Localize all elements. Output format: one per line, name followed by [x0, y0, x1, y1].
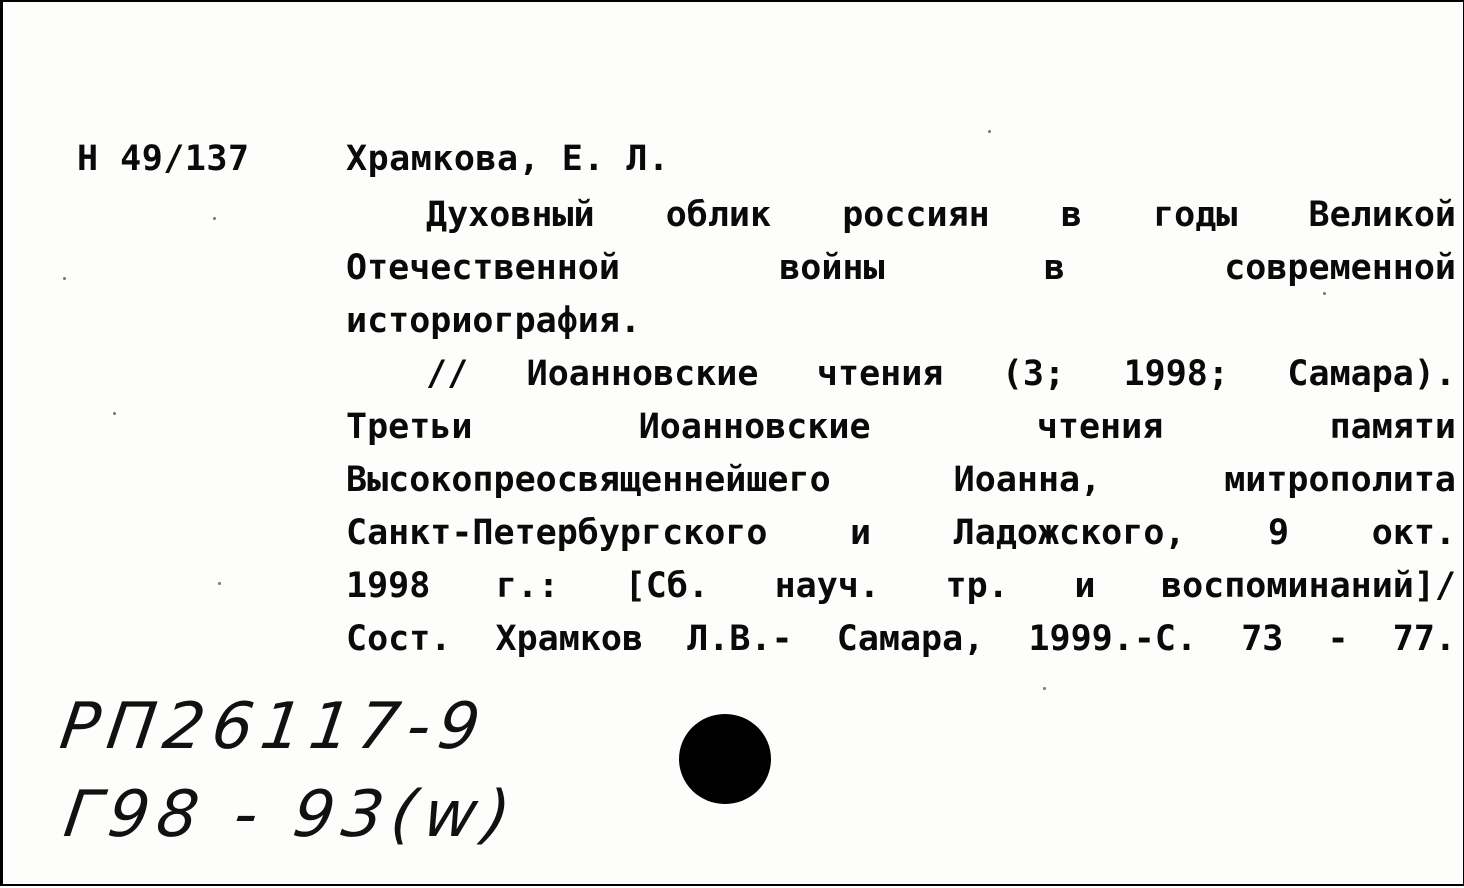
handwritten-call-number: РП26117-9 [55, 690, 493, 764]
title-line-3: историография. [346, 301, 642, 341]
source-line-5: 1998 г.: [Сб. науч. тр. и воспоминаний]/ [346, 566, 1456, 606]
dust-speck [63, 277, 66, 280]
title-line-1: Духовный облик россиян в годы Великой [426, 195, 1456, 235]
handwritten-classification: Г98 - 93(w) [59, 778, 523, 852]
title-line-2: Отечественной войны в современной [346, 248, 1456, 288]
source-line-1: // Иоанновские чтения (3; 1998; Самара). [426, 354, 1456, 394]
punch-hole [679, 714, 771, 804]
source-line-4: Санкт-Петербургского и Ладожского, 9 окт. [346, 513, 1456, 553]
dust-speck [1043, 687, 1046, 690]
dust-speck [988, 130, 991, 133]
dust-speck [1323, 292, 1326, 295]
dust-speck [218, 582, 221, 585]
shelfmark: Н 49/137 [77, 139, 250, 179]
dust-speck [213, 217, 216, 220]
dust-speck [113, 412, 116, 415]
author-heading: Храмкова, Е. Л. [346, 139, 670, 179]
bibliographic-description [346, 189, 1456, 666]
source-line-3: Высокопреосвященнейшего Иоанна, митрополита [346, 460, 1456, 500]
source-line-6: Сост. Храмков Л.В.- Самара, 1999.-С. 73 - 77. [346, 619, 1456, 659]
source-line-2: Третьи Иоанновские чтения памяти [346, 407, 1456, 447]
